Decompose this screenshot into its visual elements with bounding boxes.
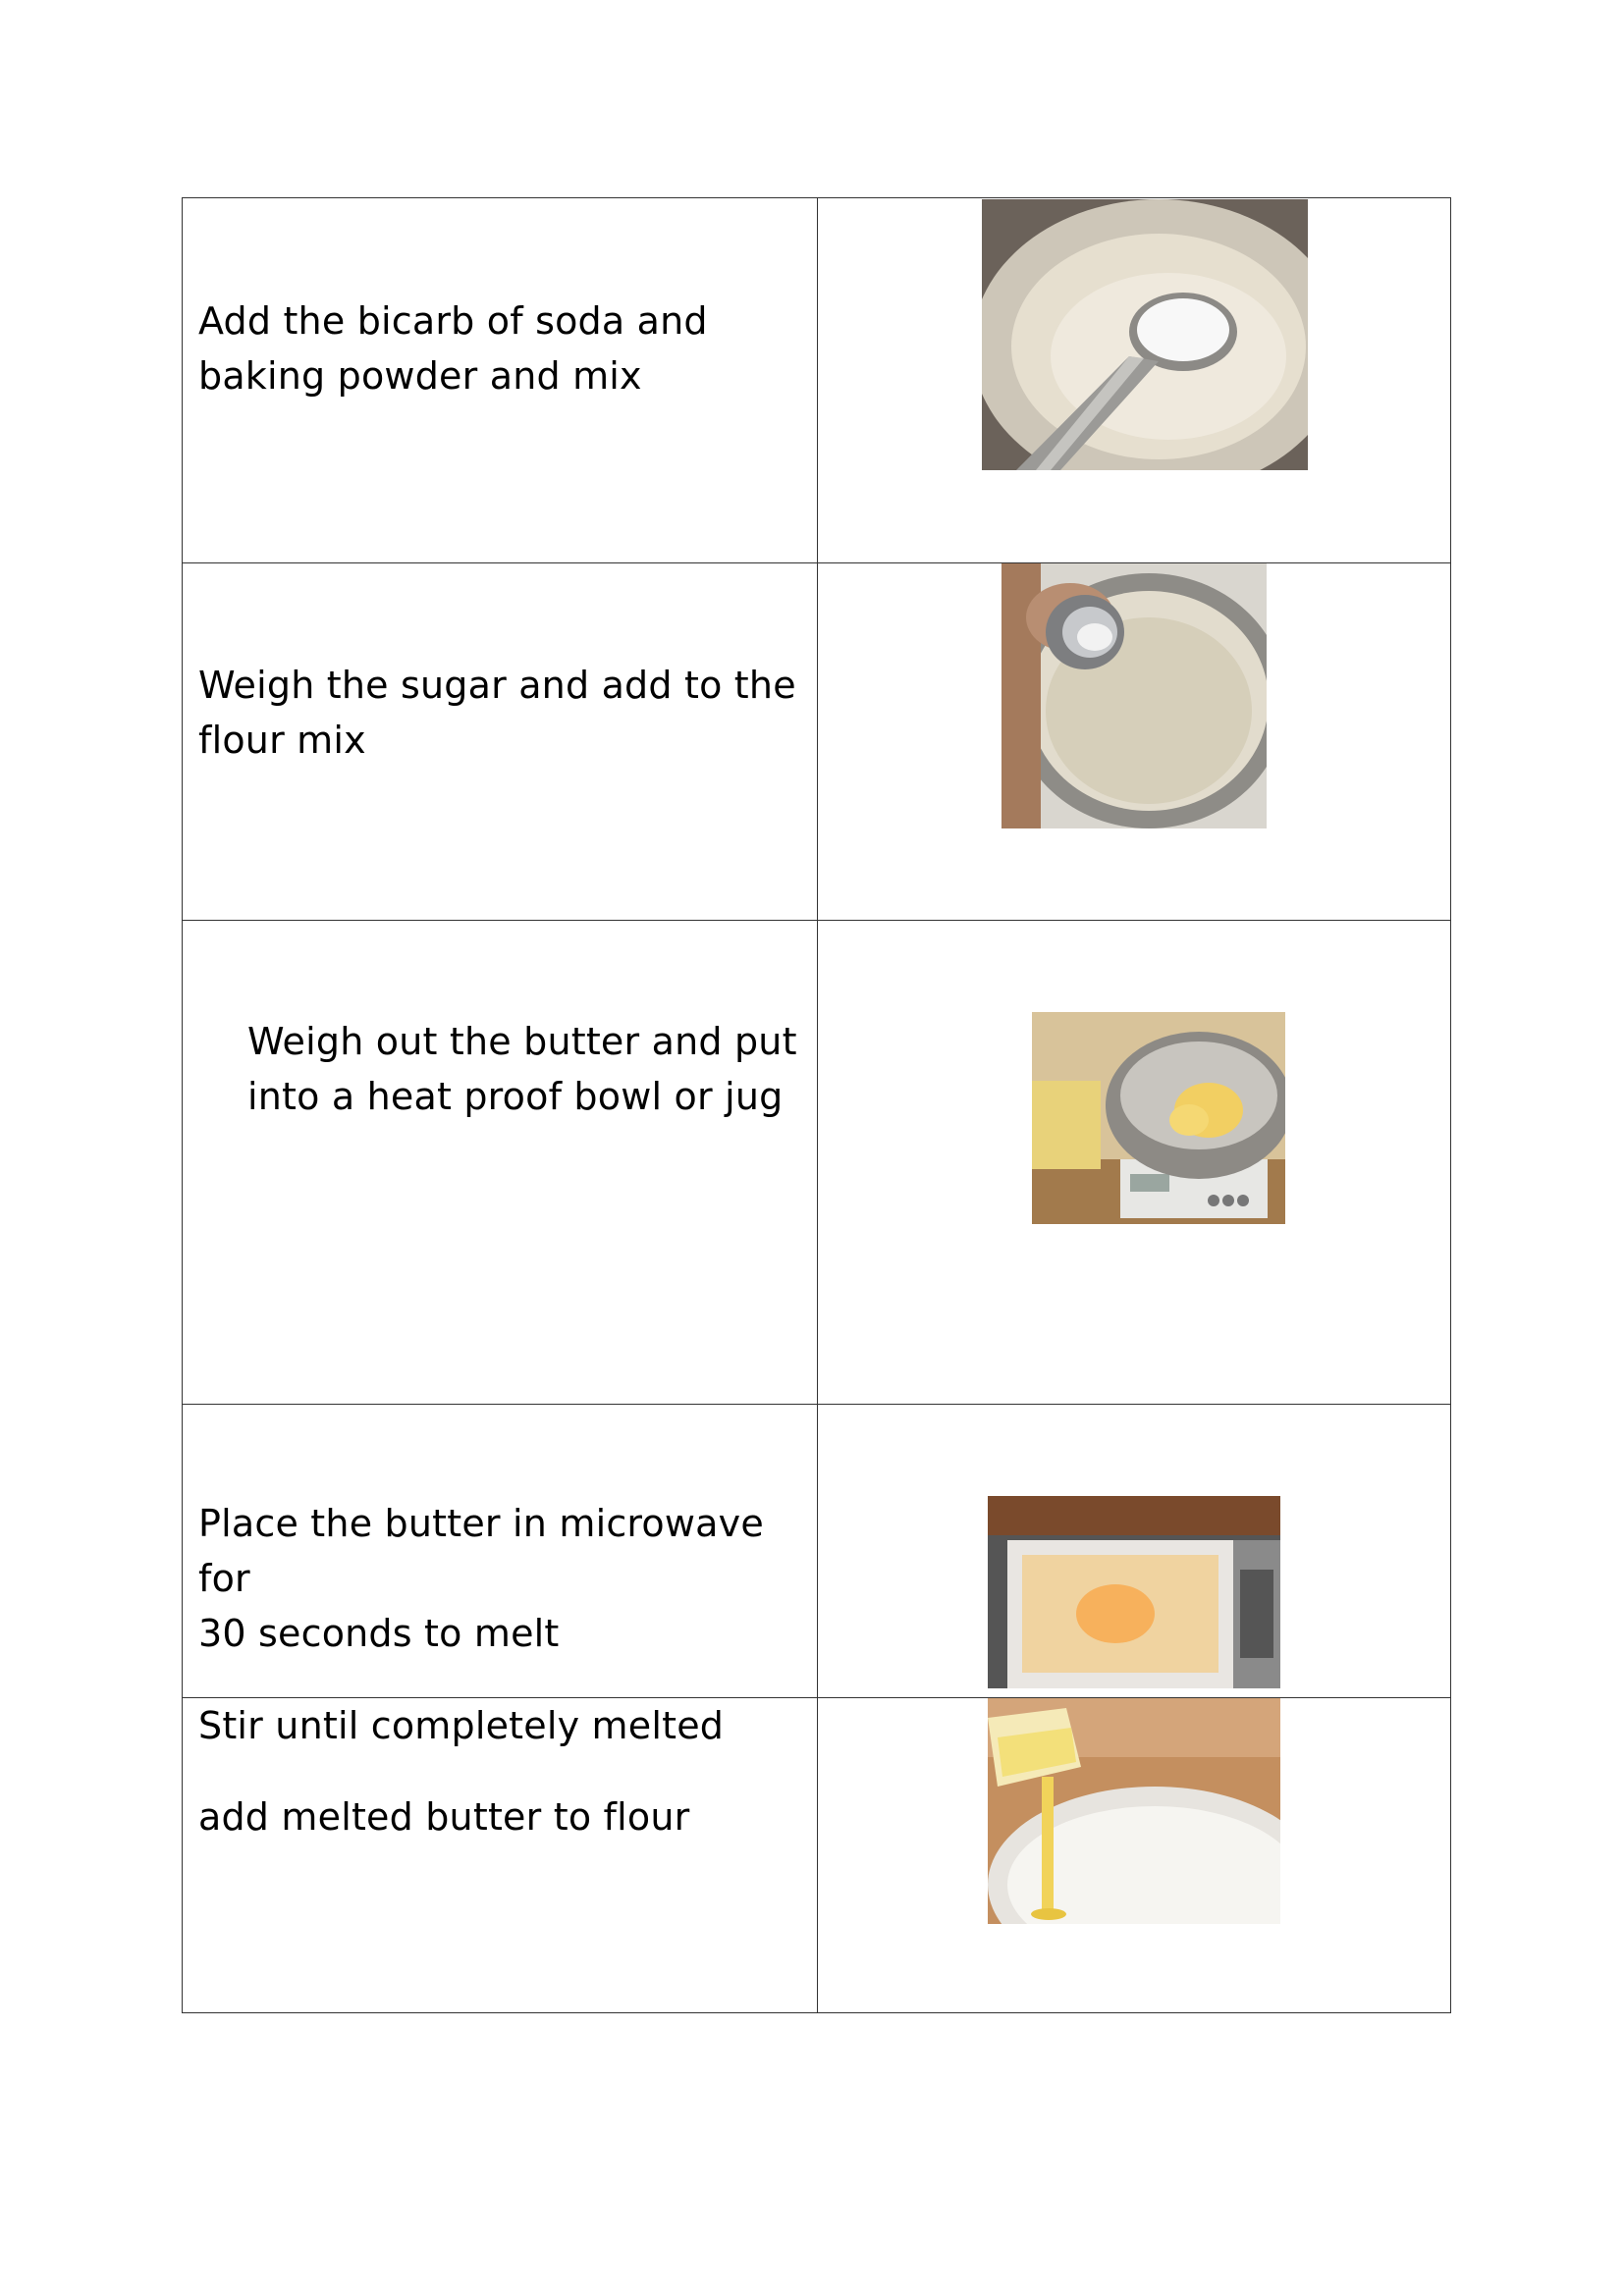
- row-divider-2: [183, 920, 1450, 921]
- step-5-line-1: add melted butter to flour: [198, 1795, 690, 1839]
- pour-butter-photo: [988, 1698, 1280, 1924]
- butter-scale-photo: [1032, 1012, 1285, 1224]
- step-4-line-1: Place the butter in microwave for: [198, 1502, 764, 1600]
- step-2-line-1: Weigh the sugar and add to the: [198, 664, 796, 707]
- baking-soda-spoon-photo: [982, 199, 1308, 470]
- step-1-line-1: Add the bicarb of soda and: [198, 299, 708, 343]
- step-2-line-2: flour mix: [198, 719, 366, 762]
- step-2-text: [198, 658, 797, 768]
- row-divider-3: [183, 1404, 1450, 1405]
- step-4-extra: Stir until completely melted: [198, 1704, 725, 1747]
- step-1-text: [198, 294, 797, 403]
- microwave-photo: [988, 1496, 1280, 1688]
- recipe-steps-table: [182, 197, 1451, 2013]
- step-4-line-2: 30 seconds to melt: [198, 1612, 560, 1655]
- sugar-pour-photo: [1001, 563, 1267, 828]
- step-3-line-1: Weigh out the butter and put: [247, 1020, 797, 1063]
- step-4-text: [198, 1496, 797, 1753]
- step-3-line-2: into a heat proof bowl or jug: [247, 1075, 784, 1118]
- step-3-text: [247, 1014, 846, 1124]
- step-5-text: [198, 1789, 797, 1844]
- step-1-line-2: baking powder and mix: [198, 354, 642, 398]
